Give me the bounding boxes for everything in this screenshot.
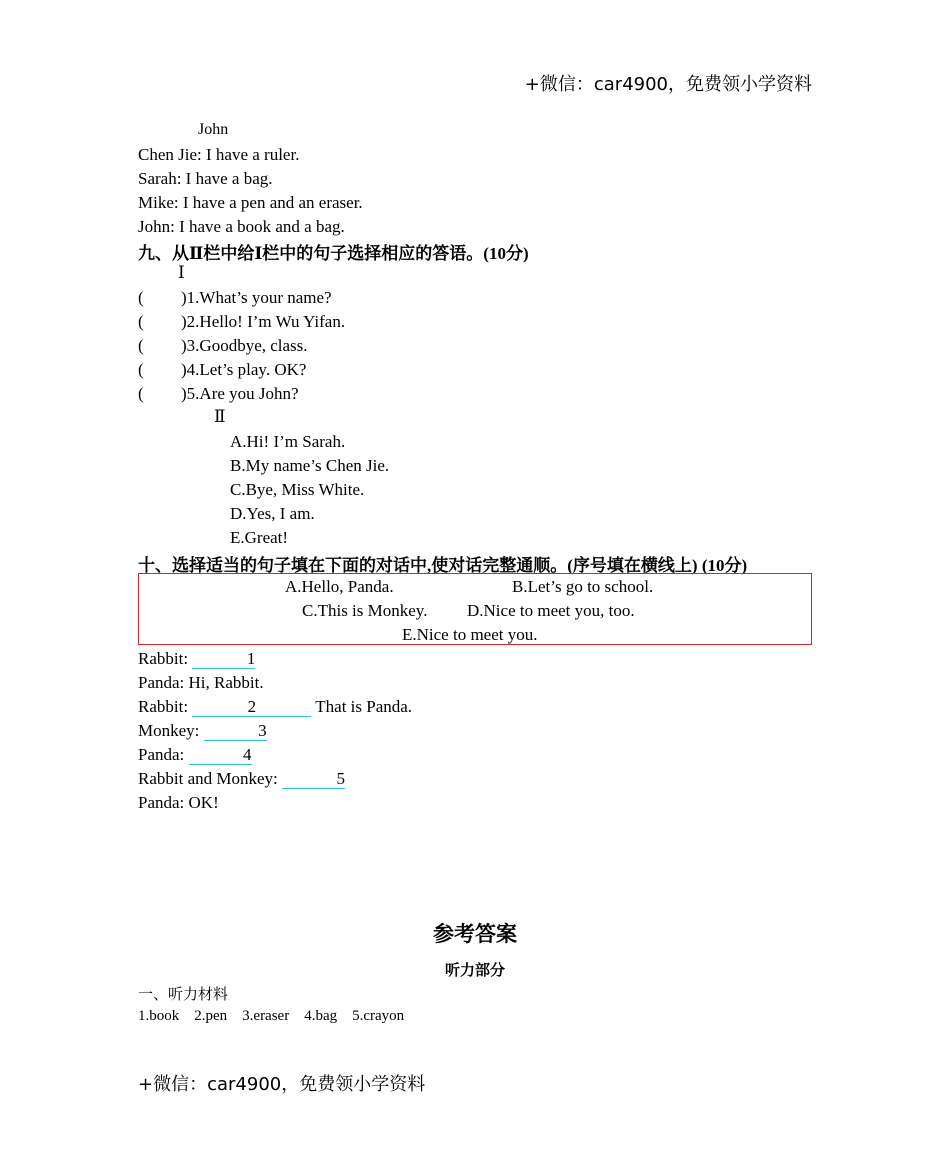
option-a: A.Hello, Panda. — [285, 577, 394, 596]
part1-label: 一、听力材料 — [138, 987, 229, 1003]
answer-option: A.Hi! I’m Sarah. — [230, 432, 346, 451]
question-item: )4.Let’s play. OK? — [181, 360, 307, 379]
header-note: +微信：car4900，免费领小学资料 — [524, 74, 812, 95]
question-item: )3.Goodbye, class. — [181, 336, 308, 355]
answer-option: E.Great! — [230, 528, 289, 547]
section9-col1-label: Ⅰ — [178, 263, 185, 282]
option-e: E.Nice to meet you. — [402, 625, 538, 644]
answer-option: B.My name’s Chen Jie. — [230, 456, 390, 475]
dialogue-line: Mike: I have a pen and an eraser. — [138, 193, 363, 212]
blank-4[interactable]: 4 — [189, 745, 252, 765]
blank-5[interactable]: 5 — [282, 769, 345, 789]
answer-paren: ( — [138, 336, 144, 355]
dialogue-line: John: I have a book and a bag. — [138, 217, 345, 236]
blank-3[interactable]: 3 — [204, 721, 267, 741]
speaker: Panda: — [138, 745, 185, 764]
answer-key-title: 参考答案 — [433, 922, 517, 946]
speaker: Rabbit and Monkey: — [138, 769, 278, 788]
question-item: )5.Are you John? — [181, 384, 299, 403]
footer-note: +微信：car4900，免费领小学资料 — [138, 1074, 426, 1095]
speaker: Panda: Hi, Rabbit. — [138, 673, 264, 692]
dialogue-row-3 — [138, 697, 412, 717]
option-c: C.This is Monkey. — [302, 601, 428, 620]
dialogue-row-1 — [138, 649, 255, 669]
answer-option: D.Yes, I am. — [230, 504, 315, 523]
option-b: B.Let’s go to school. — [512, 577, 654, 596]
blank-2[interactable]: 2 — [192, 697, 311, 717]
dialogue-line: Sarah: I have a bag. — [138, 169, 273, 188]
table-header-name: John — [198, 121, 229, 138]
answer-paren: ( — [138, 312, 144, 331]
answer-paren: ( — [138, 360, 144, 379]
question-item: )2.Hello! I’m Wu Yifan. — [181, 312, 346, 331]
answer-key-subtitle: 听力部分 — [444, 963, 505, 979]
question-item: )1.What’s your name? — [181, 288, 332, 307]
section9-col2-label: Ⅱ — [214, 407, 226, 426]
answer-paren: ( — [138, 288, 144, 307]
dialogue-row-6 — [138, 769, 345, 789]
speaker: Rabbit: — [138, 697, 189, 716]
section9-title: 九、从Ⅱ栏中给Ⅰ栏中的句子选择相应的答语。(10分) — [138, 244, 529, 263]
blank-1[interactable]: 1 — [192, 649, 255, 669]
answer-option: C.Bye, Miss White. — [230, 480, 365, 499]
dialogue-line: Chen Jie: I have a ruler. — [138, 145, 300, 164]
answer-paren: ( — [138, 384, 144, 403]
speaker: Panda: OK! — [138, 793, 219, 812]
dialogue-row-4 — [138, 721, 267, 741]
option-d: D.Nice to meet you, too. — [467, 601, 635, 620]
part1-items: 1.book 2.pen 3.eraser 4.bag 5.crayon — [138, 1008, 405, 1024]
dialogue-row-7 — [138, 793, 219, 813]
dialogue-row-2 — [138, 673, 264, 693]
section10-title: 十、选择适当的句子填在下面的对话中,使对话完整通顺。(序号填在横线上) (10分) — [138, 556, 748, 575]
dialogue-row-5 — [138, 745, 252, 765]
speaker: Monkey: — [138, 721, 200, 740]
speaker: Rabbit: — [138, 649, 189, 668]
dialogue-after-text: That is Panda. — [315, 697, 413, 716]
